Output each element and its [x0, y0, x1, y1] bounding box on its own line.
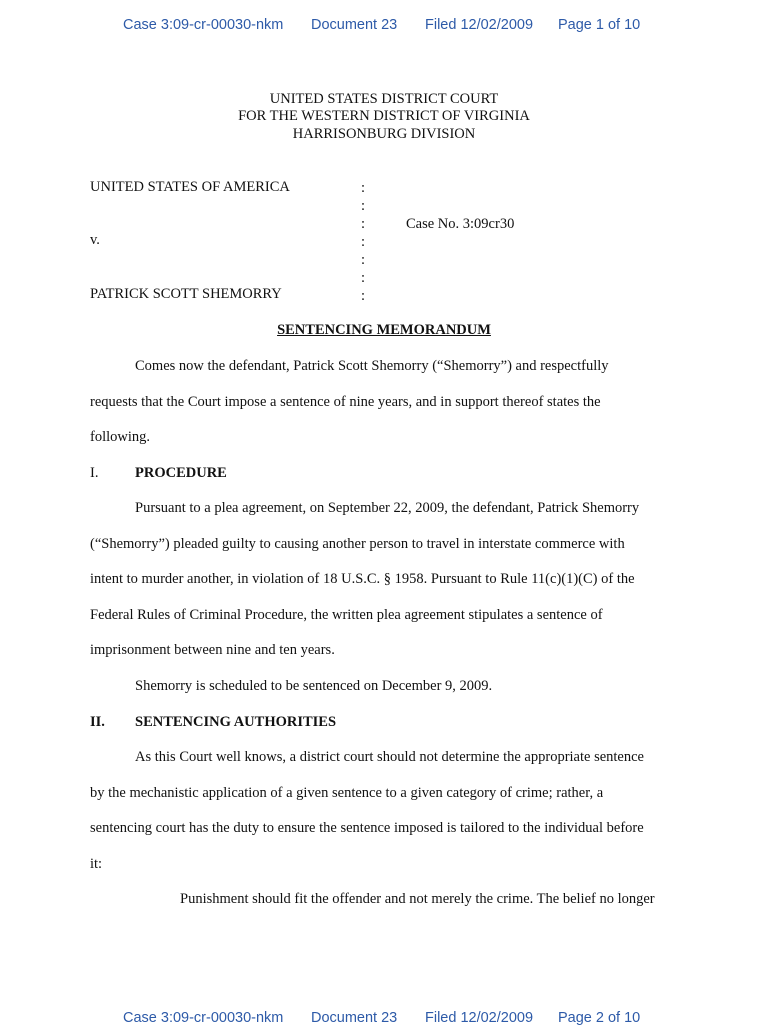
case-number-stamp: Case 3:09-cr-00030-nkm [123, 17, 284, 33]
section-number: I. [90, 465, 99, 481]
document-title: SENTENCING MEMORANDUM [277, 322, 491, 338]
caption-defendant: PATRICK SCOTT SHEMORRY [90, 286, 282, 302]
paragraph-line: Comes now the defendant, Patrick Scott Shemorry (“Shemorry”) and respectfully [135, 358, 609, 374]
page-number-stamp: Page 1 of 10 [558, 17, 641, 33]
ecf-header-next-page [0, 1010, 768, 1030]
caption-colon: : [361, 270, 366, 286]
paragraph-line: intent to murder another, in violation of 18 U.S.C. § 1958. Pursuant to Rule 11(c)(1)(C) of the [90, 571, 635, 587]
document-number-stamp: Document 23 [311, 17, 398, 33]
paragraph-line: by the mechanistic application of a given sentence to a given category of crime; rather, a [90, 785, 604, 801]
page-number-stamp: Page 2 of 10 [558, 1010, 641, 1026]
paragraph-line: following. [90, 429, 151, 445]
paragraph-line: Pursuant to a plea agreement, on September 22, 2009, the defendant, Patrick Shemorry [135, 500, 640, 516]
caption-plaintiff: UNITED STATES OF AMERICA [90, 179, 290, 195]
court-division: HARRISONBURG DIVISION [292, 126, 476, 142]
section-heading: PROCEDURE [135, 465, 227, 481]
caption-versus: v. [90, 232, 100, 248]
filed-date-stamp: Filed 12/02/2009 [425, 17, 534, 33]
paragraph-line: imprisonment between nine and ten years. [90, 642, 335, 658]
case-number-stamp: Case 3:09-cr-00030-nkm [123, 1010, 284, 1026]
paragraph-line: Federal Rules of Criminal Procedure, the written plea agreement stipulates a sentence of [90, 607, 603, 623]
paragraph-line: sentencing court has the duty to ensure the sentence imposed is tailored to the individual before [90, 820, 644, 836]
caption-colon: : [361, 234, 366, 250]
ecf-header [0, 17, 768, 37]
paragraph-line: As this Court well knows, a district court should not determine the appropriate sentence [135, 749, 644, 765]
caption-colon: : [361, 252, 366, 268]
caption-colon: : [361, 198, 366, 214]
caption-colon: : [361, 180, 366, 196]
court-district: FOR THE WESTERN DISTRICT OF VIRGINIA [238, 108, 530, 124]
block-quote: Punishment should fit the offender and not merely the crime. The belief no longer [180, 891, 655, 907]
court-name: UNITED STATES DISTRICT COURT [269, 91, 499, 107]
paragraph-line: (“Shemorry”) pleaded guilty to causing another person to travel in interstate commerce with [90, 536, 625, 552]
section-heading: SENTENCING AUTHORITIES [135, 714, 337, 730]
case-number: Case No. 3:09cr30 [406, 216, 515, 232]
caption-colon: : [361, 216, 366, 232]
caption-colon: : [361, 288, 366, 304]
paragraph-line: it: [90, 856, 103, 872]
paragraph-line: requests that the Court impose a sentence of nine years, and in support thereof states the [90, 394, 601, 410]
document-number-stamp: Document 23 [311, 1010, 398, 1026]
section-number: II. [90, 714, 105, 730]
paragraph-line: Shemorry is scheduled to be sentenced on December 9, 2009. [135, 678, 493, 694]
filed-date-stamp: Filed 12/02/2009 [425, 1010, 534, 1026]
